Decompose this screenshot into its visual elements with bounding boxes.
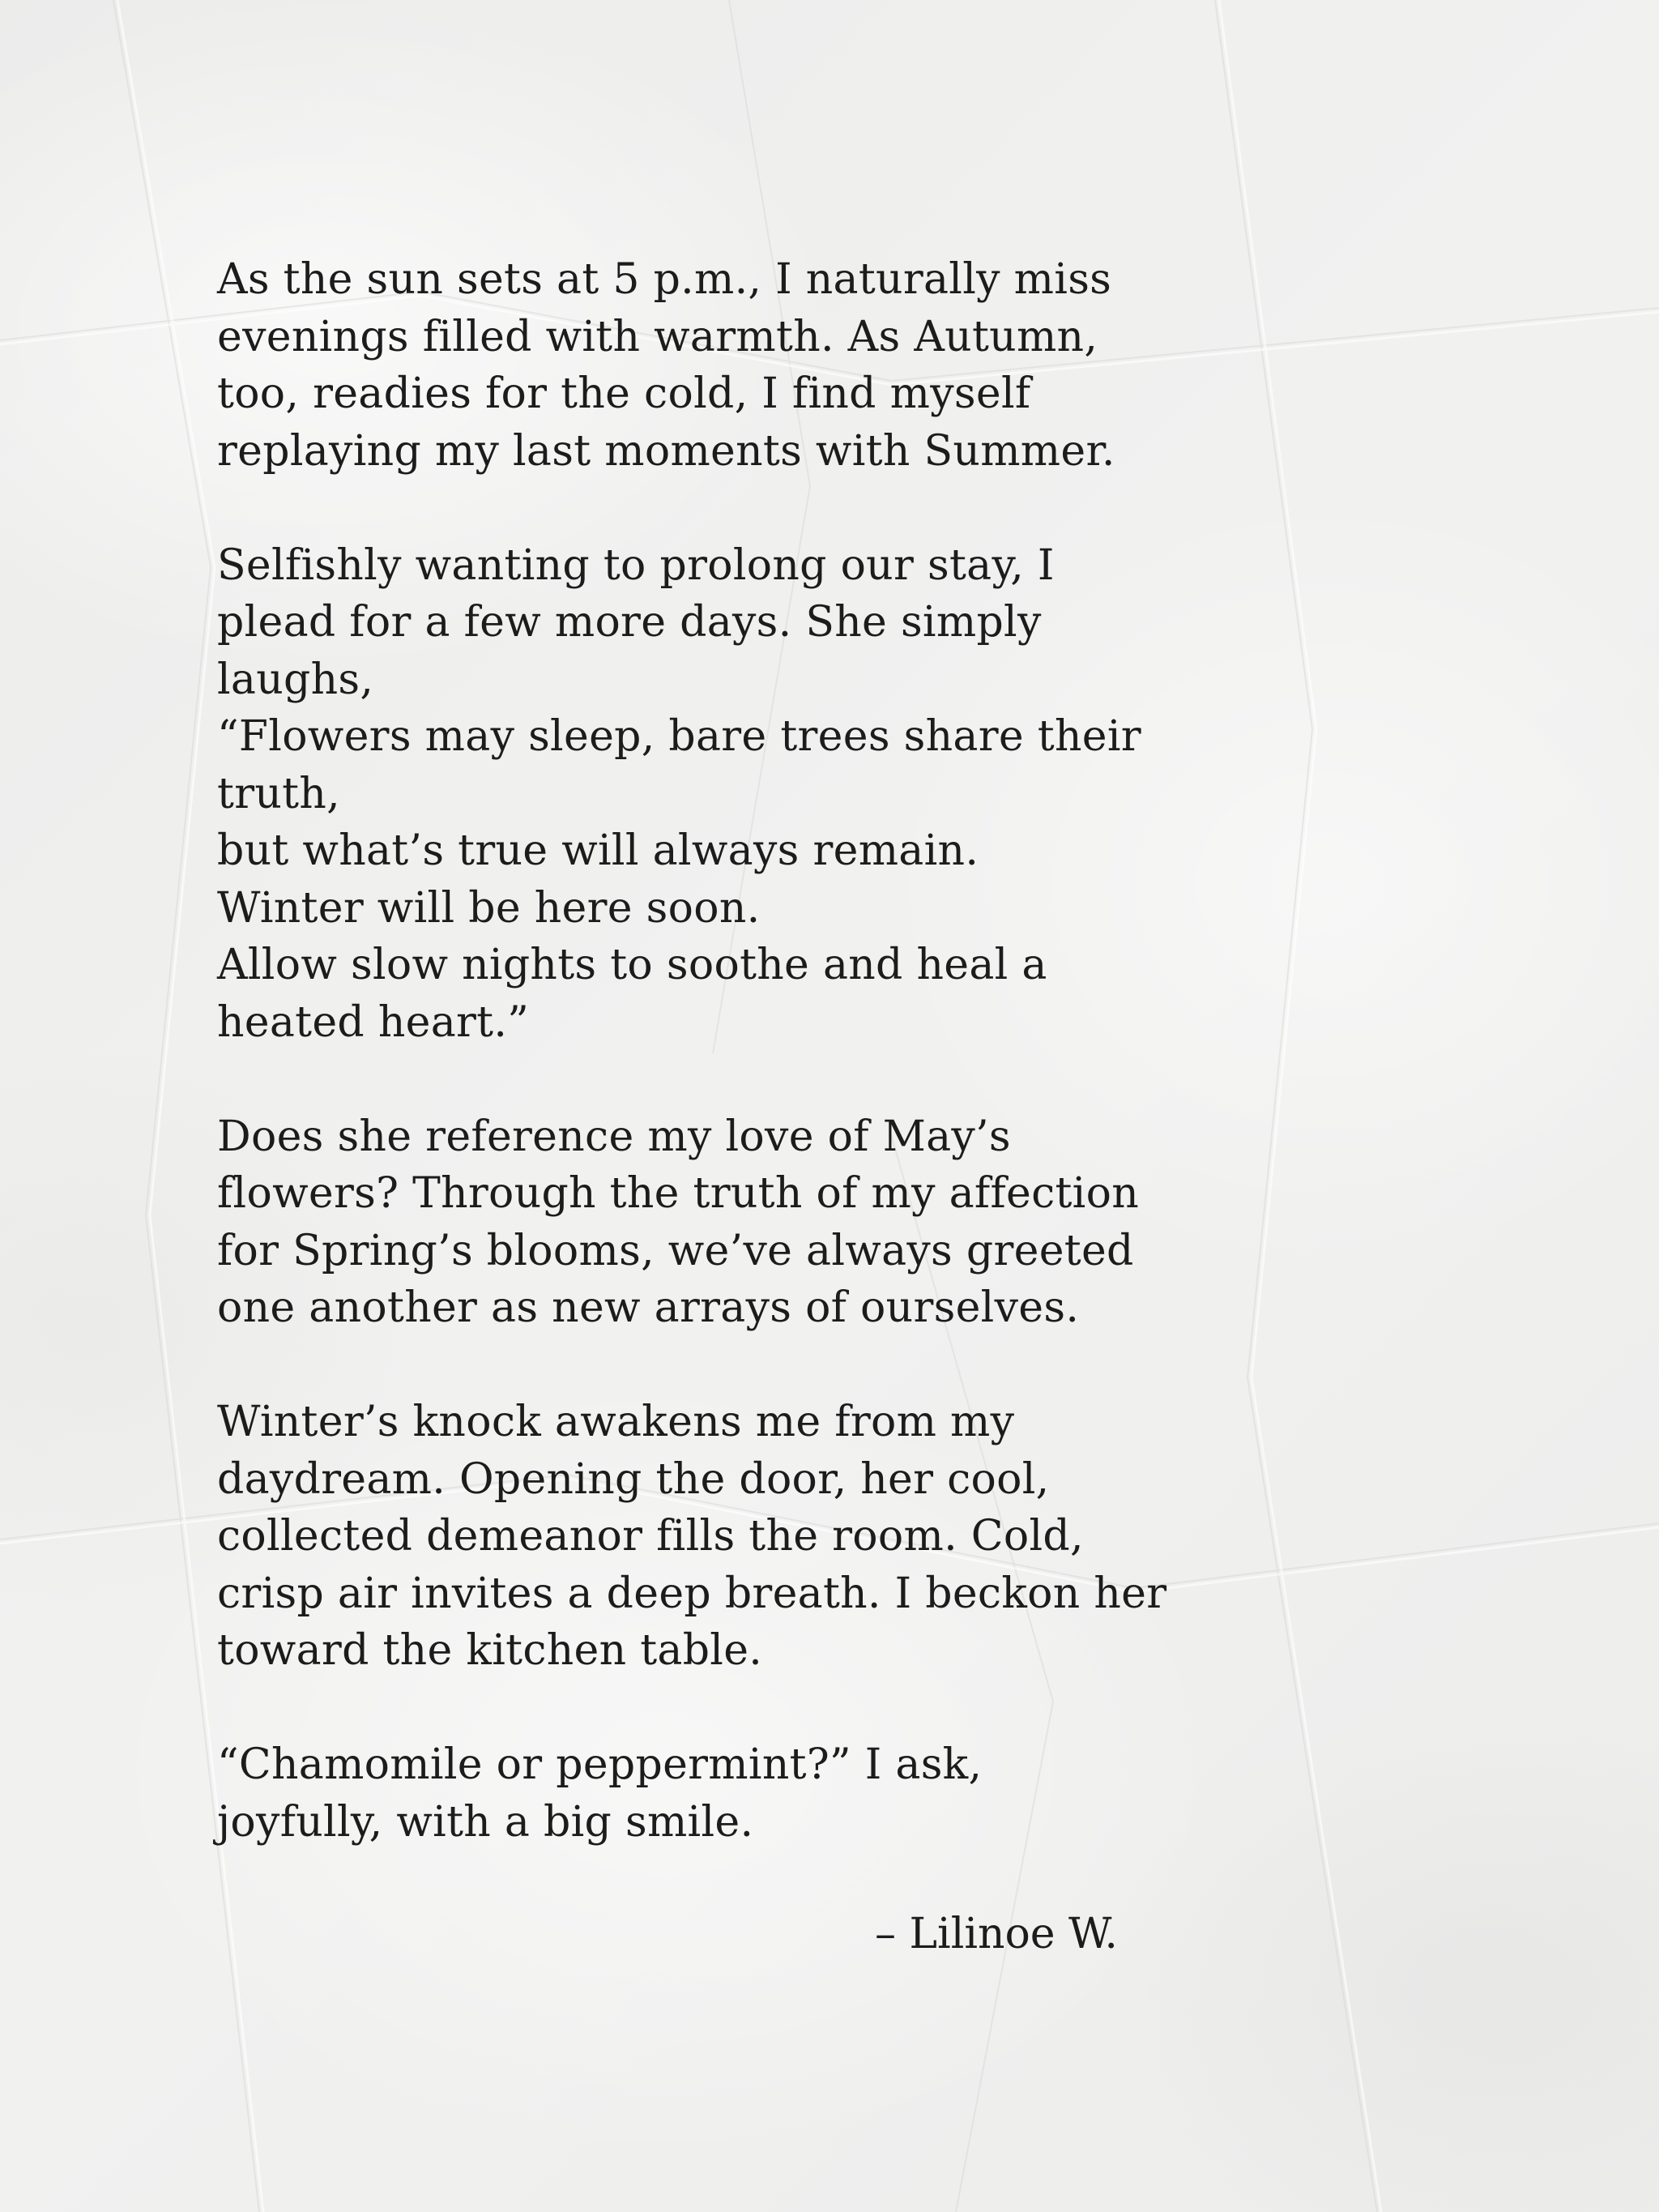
- stanza-2: [217, 537, 1173, 1052]
- poem-line: Allow slow nights to soothe and heal a: [217, 941, 1047, 989]
- poem-line: for Spring’s blooms, we’ve always greeted: [217, 1226, 1134, 1275]
- stanza-5: [217, 1736, 1173, 1851]
- poem-line: replaying my last moments with Summer.: [217, 426, 1115, 476]
- poem-line: laughs,: [217, 655, 374, 704]
- stanza-1: [217, 251, 1173, 480]
- poem-line: evenings filled with warmth. As Autumn,: [217, 312, 1098, 361]
- poem-line: heated heart.”: [217, 997, 530, 1047]
- poem-line: flowers? Through the truth of my affection: [217, 1169, 1140, 1218]
- poem-line: toward the kitchen table.: [217, 1626, 763, 1675]
- author-signature: – Lilinoe W.: [875, 1910, 1118, 1958]
- poem-line: daydream. Opening the door, her cool,: [217, 1454, 1050, 1504]
- poem-line: joyfully, with a big smile.: [217, 1797, 754, 1847]
- poem-line: crisp air invites a deep breath. I beckon her: [217, 1569, 1167, 1618]
- poem-line: “Chamomile or peppermint?” I ask,: [217, 1740, 983, 1789]
- poem-line: “Flowers may sleep, bare trees share their: [217, 712, 1141, 761]
- poem-line: Selfishly wanting to prolong our stay, I: [217, 540, 1055, 590]
- poem-body: [217, 251, 1173, 1908]
- stanza-4: [217, 1394, 1173, 1680]
- poem-line: truth,: [217, 769, 340, 818]
- poem-line: one another as new arrays of ourselves.: [217, 1283, 1080, 1332]
- poem-line: Winter’s knock awakens me from my: [217, 1398, 1015, 1446]
- poem-line: Winter will be here soon.: [217, 883, 761, 933]
- poem-line: collected demeanor fills the room. Cold,: [217, 1512, 1084, 1561]
- poem-line: too, readies for the cold, I find myself: [217, 369, 1031, 418]
- poem-line: Does she reference my love of May’s: [217, 1112, 1011, 1161]
- stanza-3: [217, 1108, 1173, 1337]
- poem-line: plead for a few more days. She simply: [217, 598, 1042, 647]
- poem-line: but what’s true will always remain.: [217, 826, 979, 875]
- poem-line: As the sun sets at 5 p.m., I naturally miss: [217, 255, 1112, 304]
